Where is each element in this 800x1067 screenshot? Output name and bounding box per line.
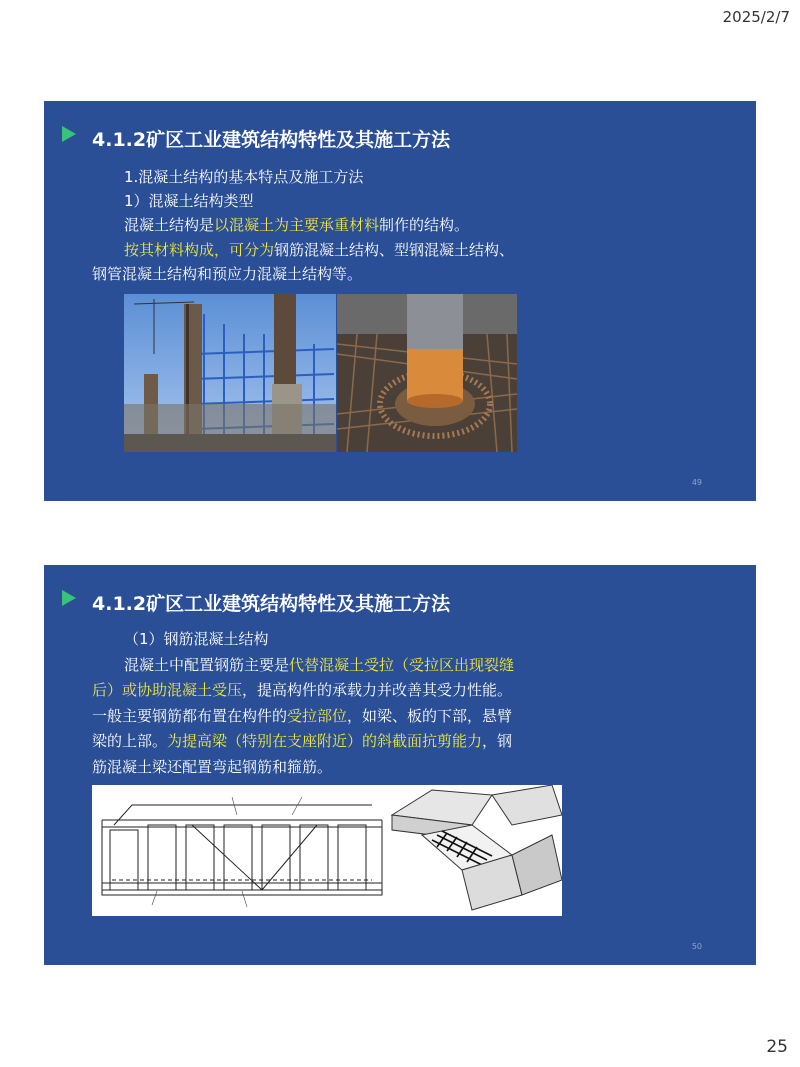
text-span: 混凝土中配置钢筋主要是 xyxy=(124,656,290,674)
construction-photo-rebar-base xyxy=(337,294,517,452)
text-line xyxy=(92,680,512,700)
text-line: 钢管混凝土结构和预应力混凝土结构等。 xyxy=(92,265,363,283)
highlight-text: 后）或协助混凝土受压 xyxy=(92,681,243,699)
slide-number: 50 xyxy=(691,942,702,951)
construction-photo-columns xyxy=(124,294,336,452)
slide-title xyxy=(92,589,450,616)
text-span: ，如梁、板的下部，悬臂 xyxy=(347,707,513,725)
text-span: 制作的结构。 xyxy=(379,216,470,234)
highlight-text: 为提高梁（特别在支座附近）的斜截面抗剪能力 xyxy=(167,732,483,750)
text-span: 一般主要钢筋都布置在构件的 xyxy=(92,707,288,725)
slide-title-text: 4.1.2矿区工业建筑结构特性及其施工方法 xyxy=(92,129,451,151)
highlight-text: 代替混凝土受拉（受拉区出现裂缝 xyxy=(289,656,515,674)
highlight-text: 受拉部位 xyxy=(287,707,348,725)
text-line xyxy=(124,240,514,260)
text-line: （1）钢筋混凝土结构 xyxy=(124,630,269,648)
text-span: ，钢 xyxy=(482,732,513,750)
slide-49 xyxy=(44,101,756,501)
text-span: 混凝土结构是 xyxy=(124,216,215,234)
rebar-diagram xyxy=(92,785,562,916)
arrow-bullet-icon xyxy=(62,590,76,606)
highlight-text: 按其材料构成，可分为 xyxy=(124,241,275,259)
text-line xyxy=(124,215,469,235)
text-line: 1）混凝土结构类型 xyxy=(124,192,254,210)
text-line: 1.混凝土结构的基本特点及施工方法 xyxy=(124,168,364,186)
slide-number: 49 xyxy=(691,478,702,487)
text-line xyxy=(92,731,512,751)
text-line: 筋混凝土梁还配置弯起钢筋和箍筋。 xyxy=(92,758,333,776)
page-number: 25 xyxy=(766,1037,788,1057)
slide-50 xyxy=(44,565,756,965)
slide-title xyxy=(92,125,450,152)
text-line xyxy=(124,655,514,675)
print-date: 2025/2/7 xyxy=(722,8,790,26)
slide-title-text: 4.1.2矿区工业建筑结构特性及其施工方法 xyxy=(92,593,451,615)
arrow-bullet-icon xyxy=(62,126,76,142)
text-span: 梁的上部。 xyxy=(92,732,168,750)
text-span: 钢筋混凝土结构、型钢混凝土结构、 xyxy=(274,241,515,259)
text-line xyxy=(92,706,512,726)
text-span: ，提高构件的承载力并改善其受力性能。 xyxy=(242,681,513,699)
highlight-text: 以混凝土为主要承重材料 xyxy=(214,216,380,234)
